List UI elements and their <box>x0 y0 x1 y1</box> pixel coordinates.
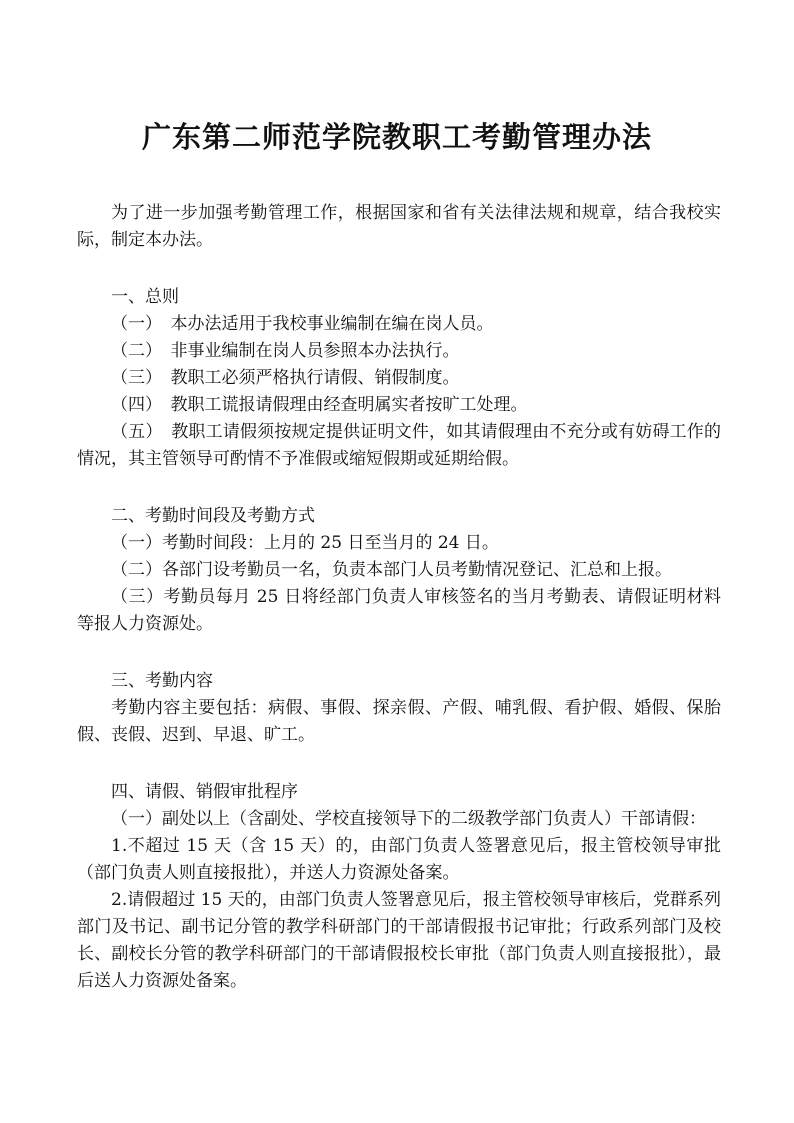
section-paragraph: （二） 非事业编制在岗人员参照本办法执行。 <box>111 341 460 361</box>
section-paragraph: 2.请假超过 15 天的，由部门负责人签署意见后，报主管校领导审核后，党群系列部门及书记、副书记分管的教学科研部门的干部请假报书记审批；行政系列部门及校长、副校长分管的教学科研部门的干部请假报校长审批（部门负责人则直接报批），最后送人力资源处备案。 <box>77 890 721 991</box>
section-heading: 四、请假、销假审批程序 <box>111 782 298 802</box>
section-paragraph: （二）各部门设考勤员一名，负责本部门人员考勤情况登记、汇总和上报。 <box>111 560 672 580</box>
section-paragraph: （三）考勤员每月 25 日将经部门负责人审核签名的当月考勤表、请假证明材料等报人力资源处。 <box>77 587 721 634</box>
section-heading: 三、考勤内容 <box>111 671 213 691</box>
section-paragraph: 1.不超过 15 天（含 15 天）的，由部门负责人签署意见后，报主管校领导审批（部门负责人则直接报批），并送人力资源处备案。 <box>77 836 721 883</box>
section-attendance-content <box>77 668 721 749</box>
section-paragraph: （一） 本办法适用于我校事业编制在编在岗人员。 <box>111 314 494 334</box>
section-heading: 二、考勤时间段及考勤方式 <box>111 506 315 526</box>
section-paragraph: （一）副处以上（含副处、学校直接领导下的二级教学部门负责人）干部请假： <box>111 809 706 829</box>
section-paragraph: 考勤内容主要包括：病假、事假、探亲假、产假、哺乳假、看护假、婚假、保胎假、丧假、迟到、早退、旷工。 <box>77 698 721 745</box>
section-heading: 一、总则 <box>111 287 179 307</box>
section-general <box>77 284 721 473</box>
document-title: 广东第二师范学院教职工考勤管理办法 <box>141 120 652 154</box>
section-attendance-period <box>77 503 721 638</box>
section-paragraph: （三） 教职工必须严格执行请假、销假制度。 <box>111 368 460 388</box>
document-body <box>77 200 721 995</box>
intro-paragraph: 为了进一步加强考勤管理工作，根据国家和省有关法律法规和规章，结合我校实际，制定本办法。 <box>77 203 721 250</box>
section-leave-approval <box>77 779 721 995</box>
section-paragraph: （四） 教职工谎报请假理由经查明属实者按旷工处理。 <box>111 395 528 415</box>
section-paragraph: （一）考勤时间段：上月的 25 日至当月的 24 日。 <box>111 533 499 553</box>
section-paragraph: （五） 教职工请假须按规定提供证明文件，如其请假理由不充分或有妨碍工作的情况，其主管领导可酌情不予准假或缩短假期或延期给假。 <box>77 422 721 469</box>
